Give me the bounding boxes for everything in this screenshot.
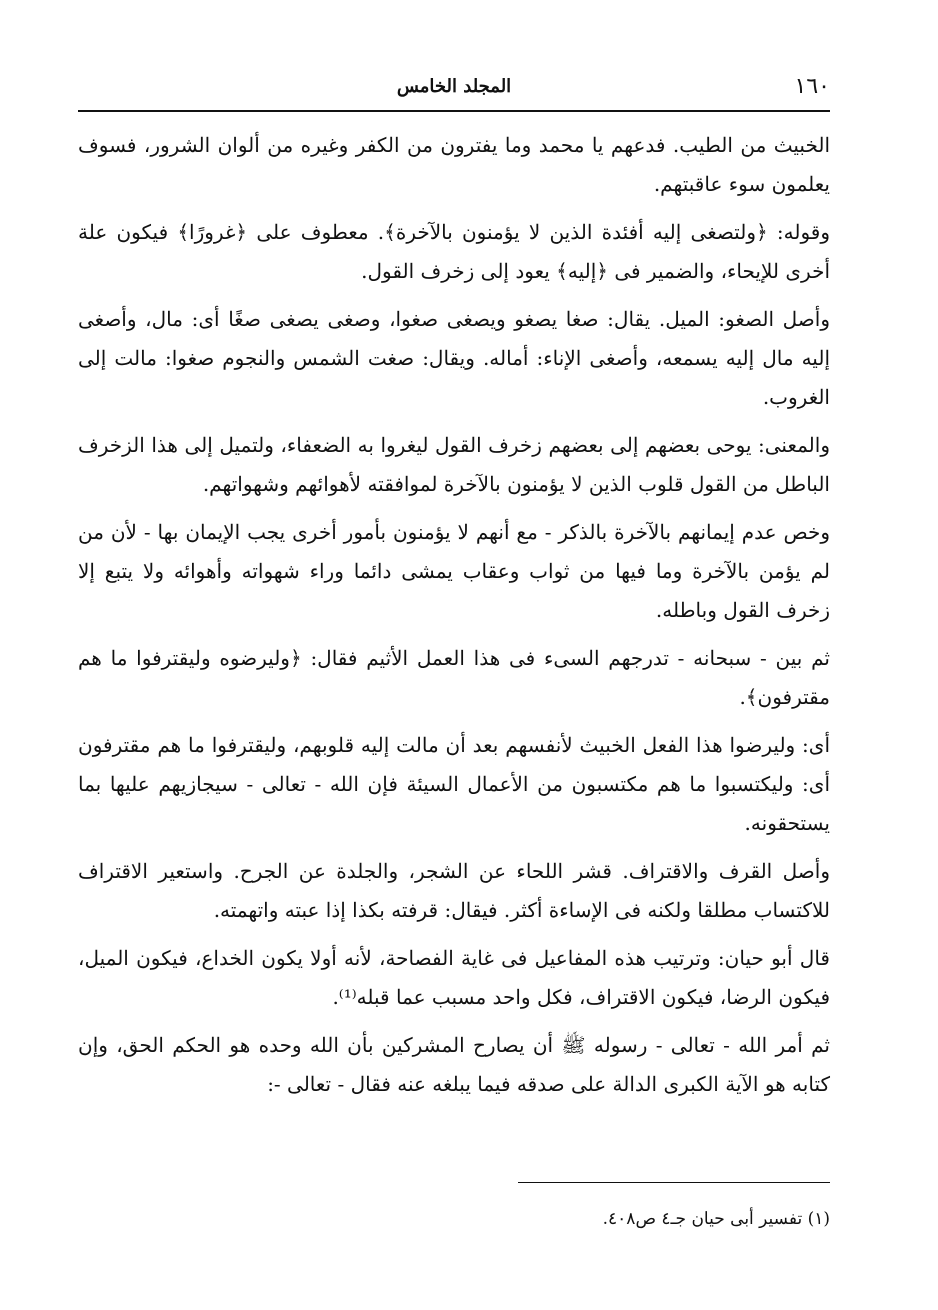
paragraph: ثم بين - سبحانه - تدرجهم السىء فى هذا العمل الأثيم فقال: ﴿وليرضوه وليقترفوا ما هم مقترفون﴾.: [78, 646, 830, 709]
footnote-rule: [518, 1182, 830, 1183]
page-header: [78, 72, 830, 106]
paragraph: وأصل الصغو: الميل. يقال: صغا يصغو ويصغى صغوا، وصغى يصغى صغًا أى: مال، وأصغى إليه مال إليه يسمعه، وأصغى الإناء: أماله. ويقال: صغت الشمس والنجوم صغوا: مالت إلى الغروب.: [78, 307, 830, 409]
paragraph: قال أبو حيان: وترتيب هذه المفاعيل فى غاية الفصاحة، لأنه أولا يكون الخداع، فيكون الميل، فيكون الرضا، فيكون الاقتراف، فكل واحد مسبب عما قبله⁽¹⁾.: [78, 946, 830, 1009]
paragraph: الخبيث من الطيب. فدعهم يا محمد وما يفترون من الكفر وغيره من ألوان الشرور، فسوف يعلمون سوء عاقبتهم.: [78, 133, 830, 196]
paragraph: ثم أمر الله - تعالى - رسوله ﷺ أن يصارح المشركين بأن الله وحده هو الحكم الحق، وإن كتابه هو الآية الكبرى الدالة على صدقه فيما يبلغه عنه فقال - تعالى -:: [78, 1033, 830, 1096]
body-text: [78, 126, 830, 1113]
paragraph: وخص عدم إيمانهم بالآخرة بالذكر - مع أنهم لا يؤمنون بأمور أخرى يجب الإيمان بها - لأن من لم يؤمن بالآخرة وما فيها من ثواب وعقاب يمشى دائما وراء شهواته وأهوائه ولا يتبع إلا زخرف القول وباطله.: [78, 520, 830, 622]
paragraph: وأصل القرف والاقتراف. قشر اللحاء عن الشجر، والجلدة عن الجرح. واستعير الاقتراف للاكتساب مطلقا ولكنه فى الإساءة أكثر. فيقال: قرفته بكذا إذا عبته واتهمته.: [78, 859, 830, 922]
running-head: المجلد الخامس: [396, 76, 512, 97]
header-rule: [78, 110, 830, 112]
paragraph: أى: وليرضوا هذا الفعل الخبيث لأنفسهم بعد أن مالت إليه قلوبهم، وليقترفوا ما هم مقترفون أى: وليكتسبوا ما هم مكتسبون من الأعمال السيئة فإن الله - تعالى - سيجازيهم عليها بما يستحقونه.: [78, 733, 830, 835]
footnote: (١) تفسير أبى حيان جـ٤ ص٤٠٨.: [602, 1209, 830, 1229]
paragraph: والمعنى: يوحى بعضهم إلى بعضهم زخرف القول ليغروا به الضعفاء، ولتميل إلى هذا الزخرف الباطل من القول قلوب الذين لا يؤمنون بالآخرة لموافقته لأهوائهم وشهواتهم.: [78, 433, 830, 496]
page-number: ١٦٠: [794, 74, 830, 99]
paragraph: وقوله: ﴿ولتصغى إليه أفئدة الذين لا يؤمنون بالآخرة﴾. معطوف على ﴿غرورًا﴾ فيكون علة أخرى للإيحاء، والضمير فى ﴿إليه﴾ يعود إلى زخرف القول.: [78, 220, 830, 283]
